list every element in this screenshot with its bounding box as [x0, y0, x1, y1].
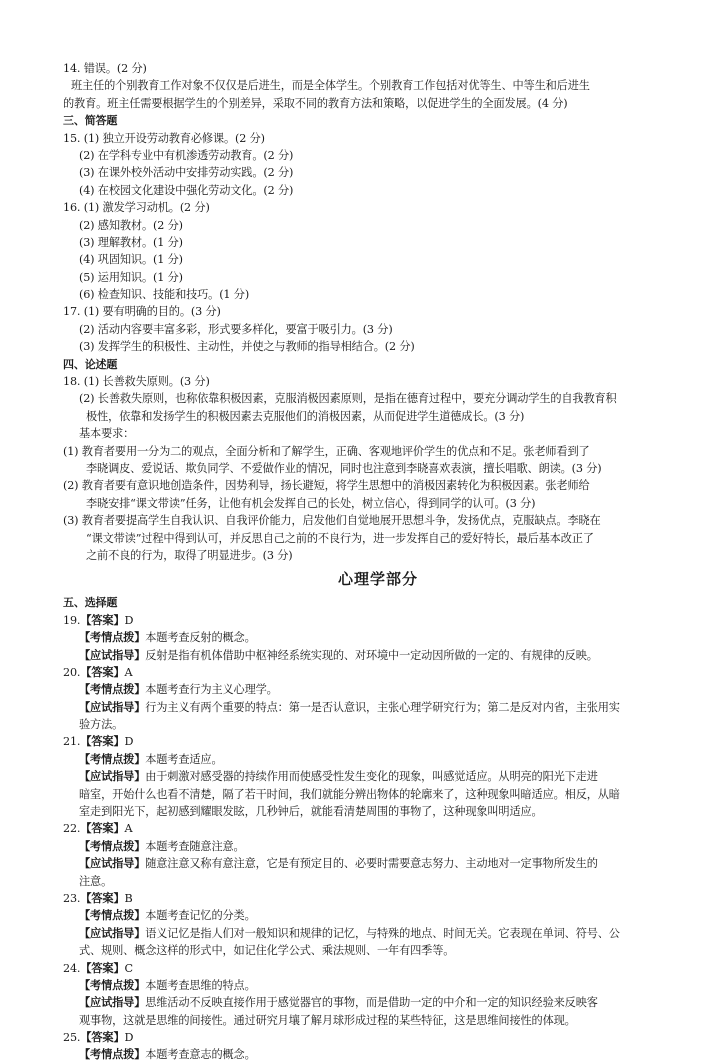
guide-text: 注意。 — [79, 874, 113, 888]
question-number: 21. — [63, 735, 81, 749]
guide-tag: 【应试指导】 — [79, 769, 146, 784]
guide-text: 行为主义有两个重要的特点：第一是否认意识，主张心理学研究行为；第二是反对内省，主张用实 — [145, 700, 620, 714]
point-line — [63, 977, 693, 994]
answer-tag: 【答案】 — [80, 960, 125, 975]
answer-block — [63, 612, 693, 664]
guide-continuation — [63, 786, 693, 803]
answer-value: B — [124, 891, 133, 905]
q15-line: (4) 在校园文化建设中强化劳动文化。(2 分) — [79, 183, 294, 197]
answer-block — [63, 664, 693, 734]
q14-block — [63, 60, 693, 112]
q17-line: 17. (1) 要有明确的目的。(3 分) — [63, 305, 221, 319]
q18-line: 18. (1) 长善救失原则。(3 分) — [63, 375, 210, 389]
guide-text: 式、规则、概念这样的形式中，如记住化学公式、乘法规则、一年有四季等。 — [79, 944, 455, 958]
answer-line — [63, 733, 693, 750]
q18-requirements-label: 基本要求： — [79, 427, 135, 441]
point-tag: 【考情点拨】 — [79, 1047, 146, 1062]
answer-list — [63, 612, 693, 1064]
section-heading-short-answer: 三、简答题 — [63, 114, 118, 128]
answer-tag: 【答案】 — [80, 664, 125, 679]
q15-line: 15. (1) 独立开设劳动教育必修课。(2 分) — [63, 131, 265, 145]
guide-text: 由于刺激对感受器的持续作用而使感受性发生变化的现象，叫感觉适应。从明亮的阳光下走进 — [145, 770, 598, 784]
q16-line: 16. (1) 激发学习动机。(2 分) — [63, 201, 210, 215]
guide-text: 随意注意又称有意注意，它是有预定目的、必要时需要意志努力、主动地对一定事物所发生的 — [145, 857, 598, 871]
guide-continuation — [63, 873, 693, 890]
guide-tag: 【应试指导】 — [79, 925, 146, 940]
point-text: 本题考查行为主义心理学。 — [145, 683, 278, 697]
guide-line — [63, 855, 693, 872]
point-line — [63, 907, 693, 924]
psychology-section-title: 心理学部分 — [337, 570, 418, 589]
point-text: 本题考查适应。 — [145, 752, 223, 766]
q16-line: (6) 检查知识、技能和技巧。(1 分) — [79, 288, 250, 302]
point-tag: 【考情点拨】 — [79, 751, 146, 766]
answer-block — [63, 890, 693, 960]
section-heading-essay: 四、论述题 — [63, 357, 118, 371]
answer-page — [63, 60, 693, 1064]
point-tag: 【考情点拨】 — [79, 682, 146, 697]
answer-line — [63, 960, 693, 977]
guide-line — [63, 647, 693, 664]
point-tag: 【考情点拨】 — [79, 838, 146, 853]
point-line — [63, 751, 693, 768]
guide-text: 暗室，开始什么也看不清楚，隔了若干时间，我们就能分辨出物体的轮廓来了，这种现象叫暗适应。相反，从暗 — [79, 787, 620, 801]
guide-line — [63, 699, 693, 716]
q18-line: 李晓调皮、爱说话、欺负同学、不爱做作业的情况，同时也注意到李晓喜欢表演，擅长唱歌、朗读。(3 分) — [86, 461, 602, 475]
answer-tag: 【答案】 — [80, 890, 125, 905]
answer-line — [63, 890, 693, 907]
answer-value: D — [124, 1031, 134, 1045]
guide-tag: 【应试指导】 — [79, 699, 146, 714]
point-tag: 【考情点拨】 — [79, 977, 146, 992]
point-tag: 【考情点拨】 — [79, 908, 146, 923]
guide-continuation — [63, 716, 693, 733]
q16-line: (2) 感知教材。(2 分) — [79, 218, 183, 232]
q15-line: (3) 在课外校外活动中安排劳动实践。(2 分) — [79, 166, 294, 180]
q16-block — [63, 199, 693, 303]
guide-line — [63, 768, 693, 785]
answer-value: D — [124, 613, 134, 627]
guide-tag: 【应试指导】 — [79, 856, 146, 871]
q18-line: (1) 教育者要用一分为二的观点，全面分析和了解学生，正确、客观地评价学生的优点和不足。张老师看到了 — [63, 444, 590, 458]
q18-line: 李晓安排“课文带读”任务，让他有机会发挥自己的长处，树立信心，得到同学的认可。(3 分) — [86, 496, 536, 510]
guide-text: 语义记忆是指人们对一般知识和规律的记忆，与特殊的地点、时间无关。它表现在单词、符号、公 — [145, 926, 620, 940]
guide-text: 室走到阳光下，起初感到耀眼发眩，几秒钟后，就能看清楚周围的事物了，这种现象叫明适应。 — [79, 805, 543, 819]
q15-block — [63, 130, 693, 200]
answer-value: D — [124, 735, 134, 749]
question-number: 20. — [63, 665, 81, 679]
answer-block — [63, 1029, 693, 1064]
guide-text: 反射是指有机体借助中枢神经系统实现的、对环境中一定动因所做的一定的、有规律的反映。 — [145, 648, 598, 662]
q18-line: 之前不良的行为，取得了明显进步。(3 分) — [86, 548, 293, 562]
point-line — [63, 838, 693, 855]
q15-line: (2) 在学科专业中有机渗透劳动教育。(2 分) — [79, 148, 294, 162]
guide-text: 思维活动不反映直接作用于感觉器官的事物，而是借助一定的中介和一定的知识经验来反映客 — [145, 996, 598, 1010]
point-line — [63, 629, 693, 646]
q18-line: (3) 教育者要提高学生自我认识、自我评价能力，启发他们自觉地展开思想斗争，发扬优点，克服缺点。李晓在 — [63, 514, 601, 528]
question-number: 19. — [63, 613, 81, 627]
answer-tag: 【答案】 — [80, 734, 125, 749]
point-text: 本题考查思维的特点。 — [145, 978, 256, 992]
guide-text: 观事物，这就是思维的间接性。通过研究月壤了解月球形成过程的某些特征，这是思维间接性的体现。 — [79, 1013, 576, 1027]
guide-continuation — [63, 803, 693, 820]
answer-block — [63, 960, 693, 1030]
guide-continuation — [63, 942, 693, 959]
q18-line: (2) 教育者要有意识地创造条件，因势利导，扬长避短，将学生思想中的消极因素转化为积极因素。张老师给 — [63, 479, 590, 493]
answer-block — [63, 733, 693, 820]
guide-tag: 【应试指导】 — [79, 647, 146, 662]
answer-tag: 【答案】 — [80, 821, 125, 836]
point-tag: 【考情点拨】 — [79, 630, 146, 645]
guide-text: 验方法。 — [79, 718, 124, 732]
point-text: 本题考查反射的概念。 — [145, 631, 256, 645]
section-heading-multiple-choice: 五、选择题 — [63, 596, 118, 610]
guide-line — [63, 925, 693, 942]
question-number: 25. — [63, 1031, 81, 1045]
point-text: 本题考查意志的概念。 — [145, 1048, 256, 1062]
answer-tag: 【答案】 — [80, 612, 125, 627]
answer-block — [63, 820, 693, 890]
answer-line — [63, 1029, 693, 1046]
answer-tag: 【答案】 — [80, 1030, 125, 1045]
q17-block — [63, 303, 693, 355]
point-line — [63, 681, 693, 698]
q16-line: (4) 巩固知识。(1 分) — [79, 253, 183, 267]
q18-line: 极性，依靠和发扬学生的积极因素去克服他们的消极因素，从而促进学生道德成长。(3 分) — [86, 409, 525, 423]
question-number: 22. — [63, 822, 81, 836]
guide-line — [63, 994, 693, 1011]
answer-value: A — [124, 665, 133, 679]
q17-line: (2) 活动内容要丰富多彩，形式要多样化，要富于吸引力。(3 分) — [79, 322, 393, 336]
point-line — [63, 1046, 693, 1063]
q16-line: (3) 理解教材。(1 分) — [79, 235, 183, 249]
q18-line: “课文带读”过程中得到认可，并反思自己之前的不良行为，进一步发挥自己的爱好特长，最后基本改正了 — [86, 531, 594, 545]
point-text: 本题考查随意注意。 — [145, 839, 245, 853]
question-number: 23. — [63, 891, 81, 905]
q16-line: (5) 运用知识。(1 分) — [79, 270, 183, 284]
q14-line: 班主任的个别教育工作对象不仅仅是后进生，而是全体学生。个别教育工作包括对优等生、中等生和后进生 — [71, 79, 590, 93]
answer-value: C — [124, 961, 133, 975]
q17-line: (3) 发挥学生的积极性、主动性，并使之与教师的指导相结合。(2 分) — [79, 340, 415, 354]
answer-line — [63, 664, 693, 681]
guide-continuation — [63, 1012, 693, 1029]
q14-line: 的教育。班主任需要根据学生的个别差异，采取不同的教育方法和策略，以促进学生的全面发展。(4 分) — [63, 96, 568, 110]
q18-line: (2) 长善救失原则，也称依靠积极因素，克服消极因素原则，是指在德育过程中，要充分调动学生的自我教育积 — [79, 392, 617, 406]
answer-line — [63, 612, 693, 629]
answer-value: A — [124, 822, 133, 836]
guide-tag: 【应试指导】 — [79, 995, 146, 1010]
q14-head: 14. 错误。(2 分) — [63, 62, 147, 75]
q18-block — [63, 373, 693, 564]
question-number: 24. — [63, 961, 81, 975]
answer-line — [63, 820, 693, 837]
point-text: 本题考查记忆的分类。 — [145, 909, 256, 923]
